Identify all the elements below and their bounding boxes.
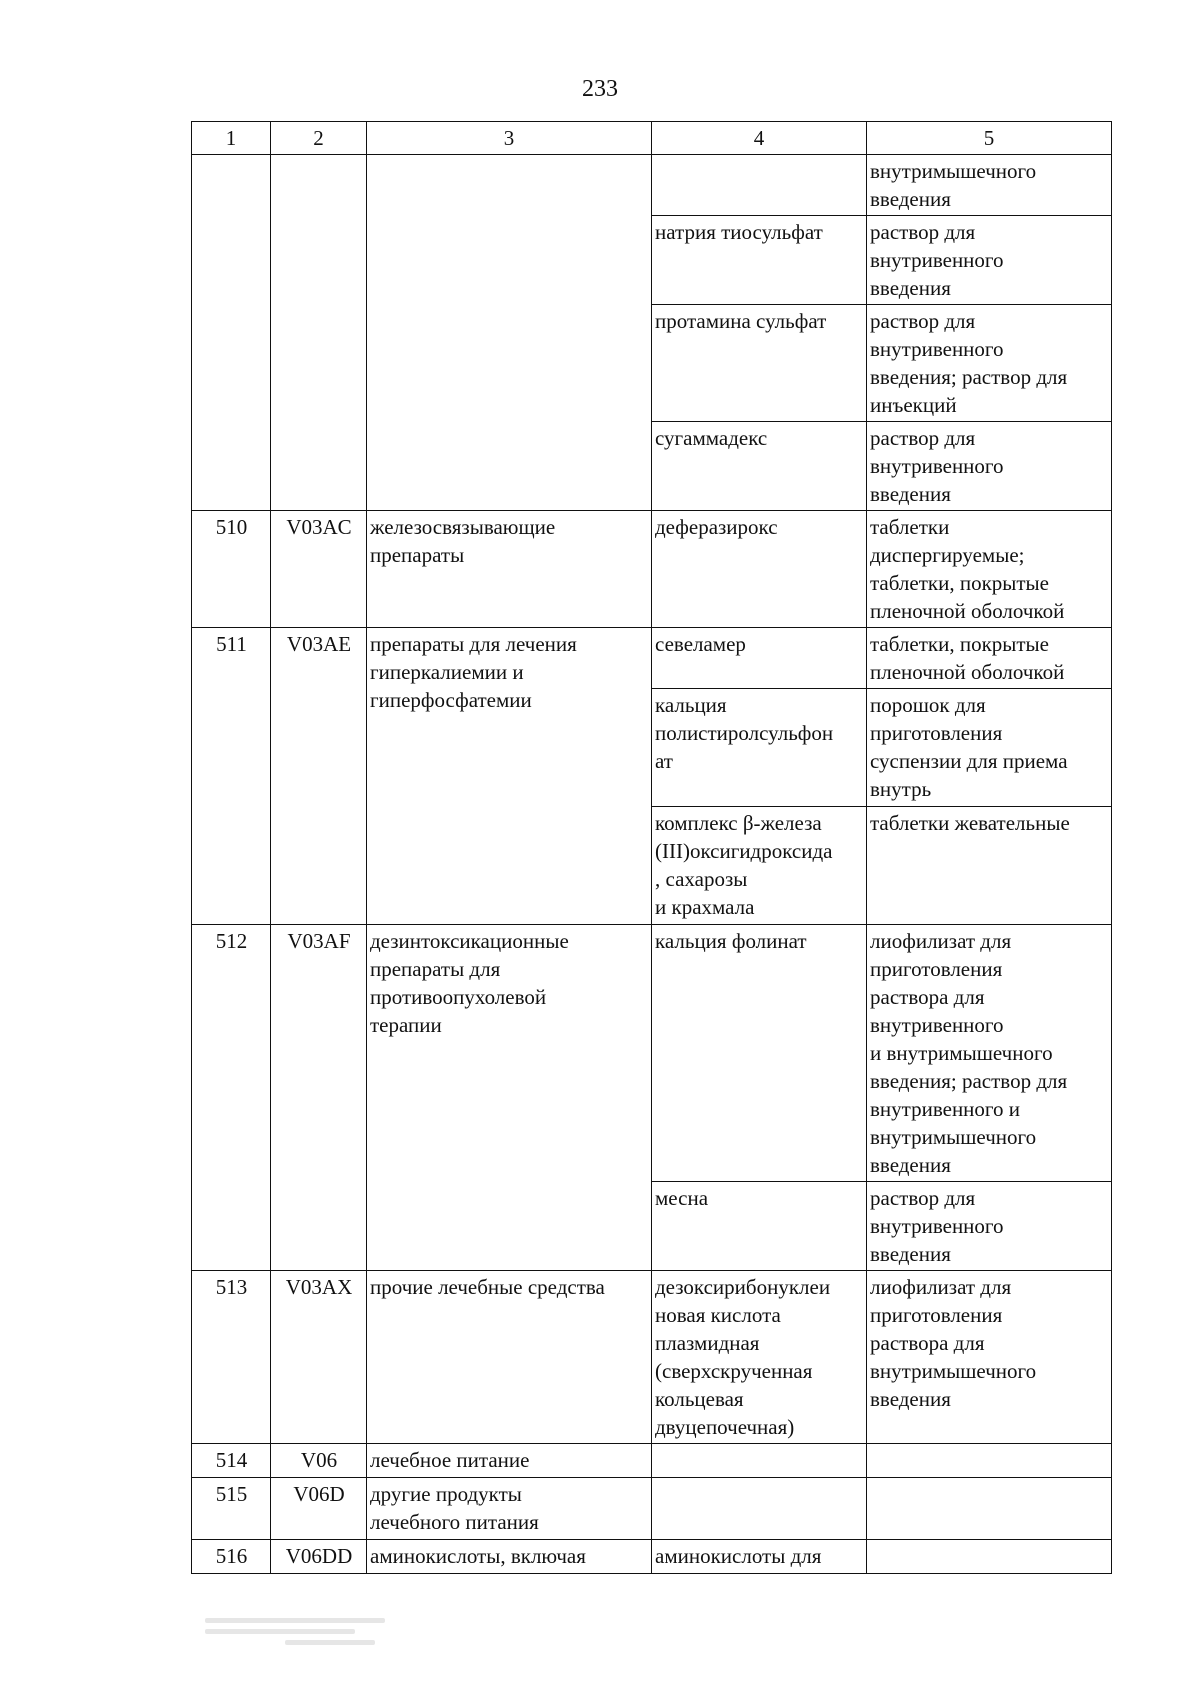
table-row	[192, 1540, 1112, 1574]
substance-cell: протамина сульфат	[652, 305, 867, 422]
medicines-table	[191, 121, 1112, 1574]
group-cell: аминокислоты, включая	[367, 1540, 652, 1574]
atc-code-cell: V06D	[271, 1478, 367, 1540]
table-row	[192, 925, 1112, 1182]
substance-cell	[652, 155, 867, 216]
row-number-cell: 515	[192, 1478, 271, 1540]
dosage-form-cell: таблетки диспергируемые; таблетки, покрытые пленочной оболочкой	[867, 511, 1112, 628]
column-header: 4	[652, 122, 867, 155]
table-row	[192, 1444, 1112, 1478]
row-number-cell: 512	[192, 925, 271, 1271]
row-number-cell: 510	[192, 511, 271, 628]
table-header-row	[192, 122, 1112, 155]
group-cell: железосвязывающие препараты	[367, 511, 652, 628]
atc-code-cell: V06	[271, 1444, 367, 1478]
page-number: 233	[582, 76, 618, 102]
column-header: 2	[271, 122, 367, 155]
row-number-cell: 514	[192, 1444, 271, 1478]
row-number-cell: 516	[192, 1540, 271, 1574]
dosage-form-cell	[867, 1540, 1112, 1574]
dosage-form-cell: раствор для внутривенного введения	[867, 422, 1112, 511]
substance-cell: натрия тиосульфат	[652, 216, 867, 305]
group-cell	[367, 155, 652, 511]
column-header: 1	[192, 122, 271, 155]
substance-cell: кальция фолинат	[652, 925, 867, 1182]
group-cell: дезинтоксикационные препараты для противоопухолевой терапии	[367, 925, 652, 1271]
substance-cell: сугаммадекс	[652, 422, 867, 511]
substance-cell: месна	[652, 1182, 867, 1271]
dosage-form-cell: таблетки, покрытые пленочной оболочкой	[867, 628, 1112, 689]
table-row	[192, 155, 1112, 216]
atc-code-cell: V03AE	[271, 628, 367, 925]
row-number-cell: 511	[192, 628, 271, 925]
group-cell: прочие лечебные средства	[367, 1271, 652, 1444]
dosage-form-cell: раствор для внутривенного введения; раствор для инъекций	[867, 305, 1112, 422]
row-number-cell: 513	[192, 1271, 271, 1444]
column-header: 5	[867, 122, 1112, 155]
substance-cell: деферазирокс	[652, 511, 867, 628]
substance-cell	[652, 1478, 867, 1540]
dosage-form-cell: раствор для внутривенного введения	[867, 216, 1112, 305]
atc-code-cell	[271, 155, 367, 511]
table-row	[192, 628, 1112, 689]
dosage-form-cell: лиофилизат для приготовления раствора для внутримышечного введения	[867, 1271, 1112, 1444]
group-cell: другие продукты лечебного питания	[367, 1478, 652, 1540]
row-number-cell	[192, 155, 271, 511]
substance-cell: комплекс β-железа (III)оксигидроксида , сахарозы и крахмала	[652, 807, 867, 925]
substance-cell: дезоксирибонуклеи новая кислота плазмидная (сверхскрученная кольцевая двуцепочечная)	[652, 1271, 867, 1444]
atc-code-cell: V03AC	[271, 511, 367, 628]
table-row	[192, 1478, 1112, 1540]
atc-code-cell: V06DD	[271, 1540, 367, 1574]
faint-stamp-mark	[205, 1612, 405, 1652]
dosage-form-cell: порошок для приготовления суспензии для приема внутрь	[867, 689, 1112, 807]
group-cell: лечебное питание	[367, 1444, 652, 1478]
dosage-form-cell	[867, 1478, 1112, 1540]
substance-cell: кальция полистиролсульфон ат	[652, 689, 867, 807]
group-cell: препараты для лечения гиперкалиемии и гиперфосфатемии	[367, 628, 652, 925]
dosage-form-cell: внутримышечного введения	[867, 155, 1112, 216]
substance-cell	[652, 1444, 867, 1478]
table-row	[192, 511, 1112, 628]
table-row	[192, 1271, 1112, 1444]
atc-code-cell: V03AF	[271, 925, 367, 1271]
dosage-form-cell: таблетки жевательные	[867, 807, 1112, 925]
dosage-form-cell: раствор для внутривенного введения	[867, 1182, 1112, 1271]
column-header: 3	[367, 122, 652, 155]
substance-cell: аминокислоты для	[652, 1540, 867, 1574]
atc-code-cell: V03AX	[271, 1271, 367, 1444]
substance-cell: севеламер	[652, 628, 867, 689]
dosage-form-cell: лиофилизат для приготовления раствора для внутривенного и внутримышечного введения; раствор для внутривенного и внутримышечного введения	[867, 925, 1112, 1182]
dosage-form-cell	[867, 1444, 1112, 1478]
